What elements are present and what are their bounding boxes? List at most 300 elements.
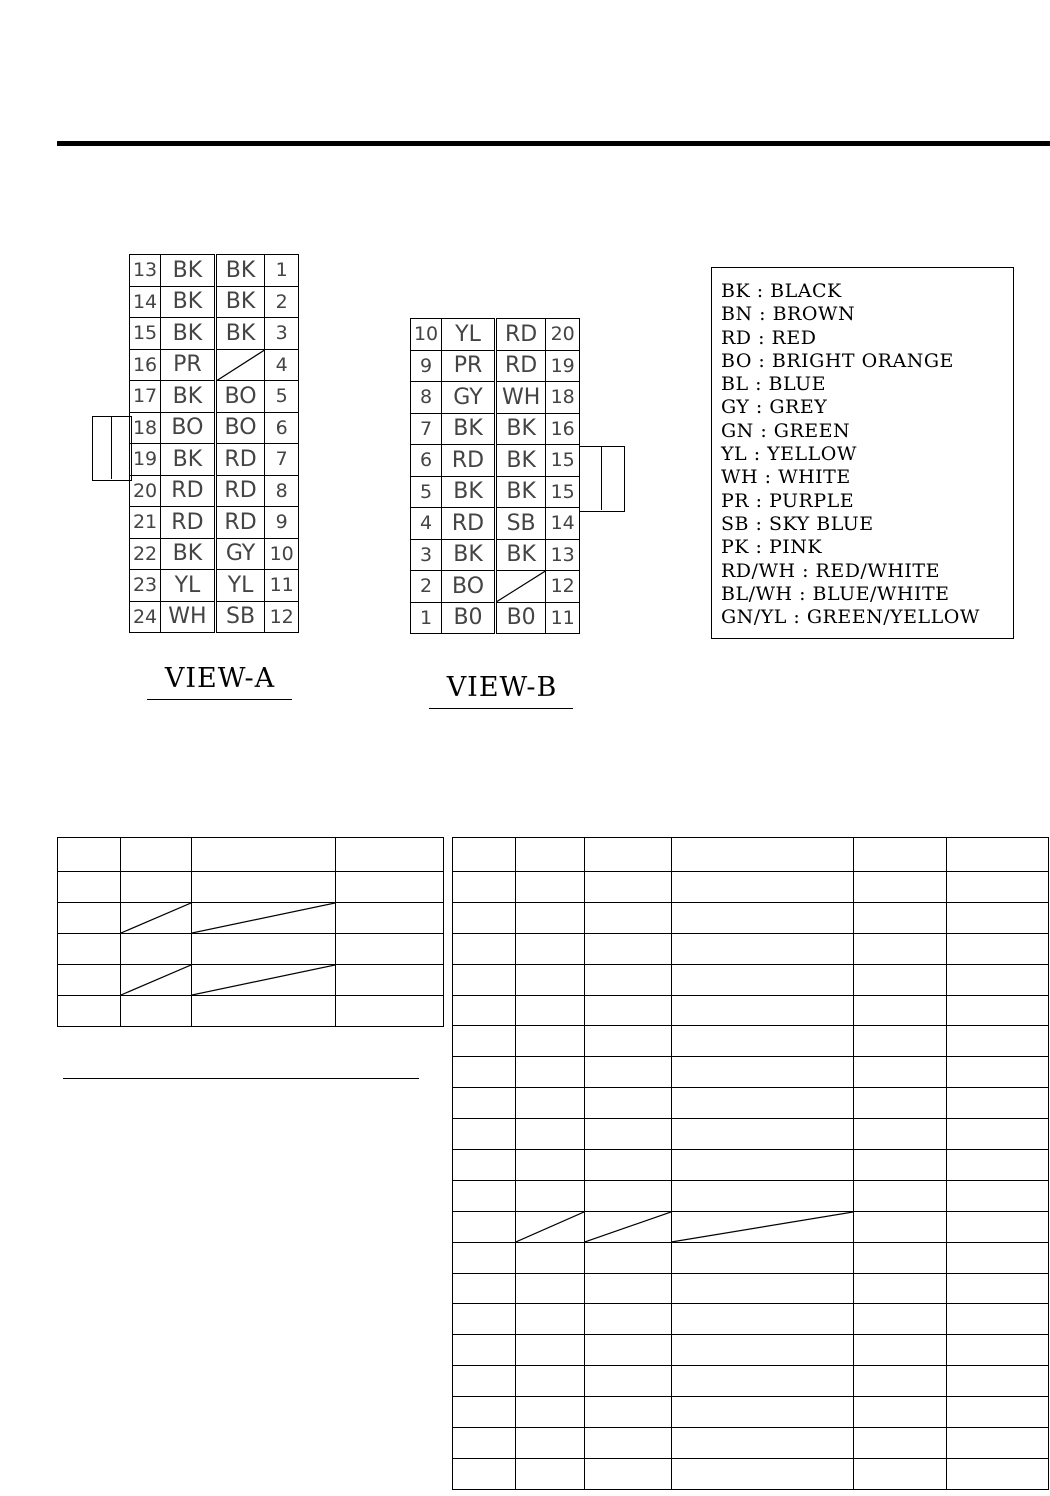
table-cell bbox=[672, 1057, 854, 1088]
table-cell bbox=[585, 1273, 672, 1304]
legend-item: BK : BLACK bbox=[721, 280, 842, 302]
table-cell bbox=[516, 964, 585, 995]
table-cell bbox=[121, 838, 192, 872]
table-cell bbox=[453, 1150, 516, 1181]
table-cell bbox=[854, 933, 947, 964]
pin-number: 12 bbox=[265, 601, 299, 633]
table-cell bbox=[516, 1026, 585, 1057]
table-row bbox=[58, 838, 444, 872]
wire-color: PR bbox=[161, 349, 216, 381]
table-cell bbox=[854, 872, 947, 903]
table-cell bbox=[585, 995, 672, 1026]
table-row bbox=[453, 902, 1049, 933]
table-cell bbox=[585, 1026, 672, 1057]
table-cell bbox=[672, 838, 854, 872]
table-cell bbox=[516, 1273, 585, 1304]
view-b-row bbox=[411, 476, 580, 508]
table-row bbox=[58, 996, 444, 1027]
wire-color: BK bbox=[161, 538, 216, 570]
view-b-underline bbox=[429, 708, 573, 709]
table-row bbox=[453, 1242, 1049, 1273]
wire-color: SB bbox=[215, 601, 265, 633]
view-b-row bbox=[411, 382, 580, 414]
table-cell bbox=[453, 1335, 516, 1366]
table-cell bbox=[672, 1242, 854, 1273]
wire-color: GY bbox=[215, 538, 265, 570]
pin-number: 2 bbox=[265, 286, 299, 318]
table-cell bbox=[854, 902, 947, 933]
table-cell bbox=[672, 1273, 854, 1304]
table-cell bbox=[672, 1458, 854, 1489]
pin-number: 17 bbox=[130, 381, 161, 413]
table-cell bbox=[516, 1150, 585, 1181]
unused-pin bbox=[215, 349, 265, 381]
wire-color: BK bbox=[215, 286, 265, 318]
table-cell bbox=[58, 934, 121, 965]
wire-color: BK bbox=[161, 286, 216, 318]
view-b-row bbox=[411, 602, 580, 634]
wire-color: RD bbox=[495, 319, 545, 351]
table-cell bbox=[947, 1119, 1049, 1150]
table-cell bbox=[453, 1088, 516, 1119]
table-cell bbox=[453, 1180, 516, 1211]
table-cell bbox=[947, 1150, 1049, 1181]
table-cell bbox=[516, 1088, 585, 1119]
view-b-row bbox=[411, 319, 580, 351]
pin-number: 6 bbox=[265, 412, 299, 444]
pin-number: 13 bbox=[130, 255, 161, 287]
table-cell bbox=[947, 1366, 1049, 1397]
table-cell bbox=[336, 903, 444, 934]
wire-color: YL bbox=[442, 319, 496, 351]
pin-number: 4 bbox=[411, 508, 442, 540]
table-cell bbox=[453, 1119, 516, 1150]
pin-number: 8 bbox=[265, 475, 299, 507]
table-cell bbox=[672, 1180, 854, 1211]
table-cell bbox=[585, 964, 672, 995]
table-cell bbox=[336, 872, 444, 903]
pin-number: 10 bbox=[265, 538, 299, 570]
table-row bbox=[453, 1366, 1049, 1397]
table-cell bbox=[336, 996, 444, 1027]
wire-color: BK bbox=[442, 413, 496, 445]
table-cell bbox=[672, 902, 854, 933]
pin-number: 18 bbox=[546, 382, 580, 414]
view-b-pin-table bbox=[410, 318, 580, 634]
table-cell bbox=[672, 995, 854, 1026]
table-cell bbox=[947, 1335, 1049, 1366]
table-cell bbox=[672, 1428, 854, 1459]
wire-color: BK bbox=[442, 476, 496, 508]
table-cell bbox=[585, 1428, 672, 1459]
table-row bbox=[453, 1119, 1049, 1150]
table-cell bbox=[947, 1242, 1049, 1273]
table-cell bbox=[336, 934, 444, 965]
table-cell bbox=[585, 1088, 672, 1119]
table-cell bbox=[947, 995, 1049, 1026]
table-cell bbox=[947, 1088, 1049, 1119]
legend-item: WH : WHITE bbox=[721, 466, 851, 489]
table-cell bbox=[947, 838, 1049, 872]
table-cell bbox=[585, 838, 672, 872]
table-cell bbox=[58, 996, 121, 1027]
wire-color: PR bbox=[442, 350, 496, 382]
table-cell bbox=[854, 838, 947, 872]
table-row bbox=[453, 933, 1049, 964]
legend-item: PR : PURPLE bbox=[721, 489, 855, 512]
pin-number: 1 bbox=[265, 255, 299, 287]
table-cell bbox=[585, 1304, 672, 1335]
view-a-latch-inner bbox=[92, 416, 112, 479]
wire-color: RD bbox=[161, 507, 216, 539]
wire-color: BK bbox=[495, 539, 545, 571]
view-a-row bbox=[130, 381, 299, 413]
table-cell bbox=[121, 872, 192, 903]
wire-color: BK bbox=[161, 444, 216, 476]
pin-number: 2 bbox=[411, 571, 442, 603]
table-cell bbox=[854, 1180, 947, 1211]
table-cell bbox=[585, 1211, 672, 1242]
table-cell bbox=[672, 1366, 854, 1397]
table-row bbox=[453, 1458, 1049, 1489]
table-cell bbox=[453, 1242, 516, 1273]
table-cell bbox=[854, 1458, 947, 1489]
legend-item: RD/WH : RED/WHITE bbox=[721, 559, 940, 582]
table-cell bbox=[585, 1119, 672, 1150]
table-cell bbox=[947, 1026, 1049, 1057]
view-a-row bbox=[130, 570, 299, 602]
table-cell bbox=[947, 902, 1049, 933]
pin-number: 3 bbox=[411, 539, 442, 571]
pin-number: 13 bbox=[546, 539, 580, 571]
table-cell bbox=[516, 1335, 585, 1366]
table-cell bbox=[854, 1088, 947, 1119]
pin-number: 22 bbox=[130, 538, 161, 570]
table-cell bbox=[585, 1397, 672, 1428]
pin-number: 3 bbox=[265, 318, 299, 350]
pin-number: 16 bbox=[130, 349, 161, 381]
table-cell bbox=[516, 1458, 585, 1489]
table-cell bbox=[947, 933, 1049, 964]
pin-number: 8 bbox=[411, 382, 442, 414]
table-cell bbox=[516, 1428, 585, 1459]
view-b-latch-inner bbox=[601, 446, 602, 510]
wire-color: BK bbox=[215, 318, 265, 350]
table-cell bbox=[585, 1242, 672, 1273]
left-table-underline bbox=[63, 1078, 419, 1079]
table-cell bbox=[585, 872, 672, 903]
pin-number: 24 bbox=[130, 601, 161, 633]
wire-color: BO bbox=[215, 412, 265, 444]
view-b-latch bbox=[579, 446, 625, 512]
wire-color: WH bbox=[495, 382, 545, 414]
table-row bbox=[453, 1273, 1049, 1304]
view-a-row bbox=[130, 475, 299, 507]
table-cell bbox=[121, 965, 192, 996]
wire-color: B0 bbox=[442, 602, 496, 634]
table-cell bbox=[854, 1026, 947, 1057]
wire-color: RD bbox=[215, 475, 265, 507]
table-cell bbox=[585, 1057, 672, 1088]
table-cell bbox=[947, 1180, 1049, 1211]
table-row bbox=[58, 872, 444, 903]
wire-color: BK bbox=[495, 445, 545, 477]
table-cell bbox=[58, 838, 121, 872]
table-row bbox=[453, 1304, 1049, 1335]
pin-number: 14 bbox=[130, 286, 161, 318]
unused-pin bbox=[495, 571, 545, 603]
right-pinout-table bbox=[452, 837, 1049, 1490]
table-cell bbox=[453, 1057, 516, 1088]
table-cell bbox=[58, 965, 121, 996]
table-cell bbox=[854, 1119, 947, 1150]
view-a-pin-table bbox=[129, 254, 299, 633]
table-cell bbox=[192, 903, 336, 934]
table-cell bbox=[58, 903, 121, 934]
table-cell bbox=[516, 838, 585, 872]
legend-item: RD : RED bbox=[721, 326, 817, 349]
pin-number: 10 bbox=[411, 319, 442, 351]
pin-number: 11 bbox=[265, 570, 299, 602]
pin-number: 6 bbox=[411, 445, 442, 477]
view-a-label: VIEW-A bbox=[164, 663, 276, 694]
table-cell bbox=[453, 1211, 516, 1242]
pin-number: 7 bbox=[265, 444, 299, 476]
pin-number: 1 bbox=[411, 602, 442, 634]
table-cell bbox=[854, 1428, 947, 1459]
table-row bbox=[453, 1057, 1049, 1088]
legend-item: GY : GREY bbox=[721, 396, 828, 419]
table-cell bbox=[121, 934, 192, 965]
table-row bbox=[453, 995, 1049, 1026]
legend-item: PK : PINK bbox=[721, 536, 823, 559]
wire-color: GY bbox=[442, 382, 496, 414]
pin-number: 15 bbox=[130, 318, 161, 350]
table-cell bbox=[947, 872, 1049, 903]
view-b-row bbox=[411, 445, 580, 477]
wire-color: SB bbox=[495, 508, 545, 540]
table-cell bbox=[854, 1211, 947, 1242]
table-cell bbox=[516, 1057, 585, 1088]
table-cell bbox=[672, 1397, 854, 1428]
view-a-row bbox=[130, 349, 299, 381]
pin-number: 15 bbox=[546, 445, 580, 477]
table-cell bbox=[453, 902, 516, 933]
table-row bbox=[453, 1397, 1049, 1428]
view-a-row bbox=[130, 412, 299, 444]
table-row bbox=[453, 1428, 1049, 1459]
table-cell bbox=[854, 1273, 947, 1304]
table-cell bbox=[854, 1242, 947, 1273]
table-cell bbox=[672, 1119, 854, 1150]
table-cell bbox=[516, 1242, 585, 1273]
view-a-underline bbox=[147, 699, 292, 700]
table-cell bbox=[453, 995, 516, 1026]
table-row bbox=[453, 838, 1049, 872]
legend-item: GN/YL : GREEN/YELLOW bbox=[721, 606, 980, 629]
table-cell bbox=[585, 1150, 672, 1181]
pin-number: 20 bbox=[130, 475, 161, 507]
table-row bbox=[453, 1335, 1049, 1366]
wire-color: BO bbox=[161, 412, 216, 444]
table-cell bbox=[585, 933, 672, 964]
view-a-row bbox=[130, 601, 299, 633]
table-cell bbox=[516, 1119, 585, 1150]
table-cell bbox=[947, 1397, 1049, 1428]
legend-item: BL/WH : BLUE/WHITE bbox=[721, 582, 950, 605]
wire-color: YL bbox=[161, 570, 216, 602]
pin-number: 16 bbox=[546, 413, 580, 445]
pin-number: 7 bbox=[411, 413, 442, 445]
pin-number: 9 bbox=[265, 507, 299, 539]
table-cell bbox=[672, 964, 854, 995]
legend-item: BL : BLUE bbox=[721, 373, 826, 396]
table-row bbox=[453, 1180, 1049, 1211]
pin-number: 20 bbox=[546, 319, 580, 351]
wire-color: BK bbox=[161, 255, 216, 287]
table-cell bbox=[453, 1366, 516, 1397]
table-cell bbox=[516, 1304, 585, 1335]
table-row bbox=[58, 965, 444, 996]
wire-color: WH bbox=[161, 601, 216, 633]
legend-item: BN : BROWN bbox=[721, 303, 856, 326]
table-cell bbox=[585, 1458, 672, 1489]
view-a-row bbox=[130, 318, 299, 350]
table-row bbox=[453, 964, 1049, 995]
table-cell bbox=[516, 872, 585, 903]
legend-item: SB : SKY BLUE bbox=[721, 512, 874, 535]
wire-color: BK bbox=[442, 539, 496, 571]
pin-number: 18 bbox=[130, 412, 161, 444]
table-row bbox=[453, 1088, 1049, 1119]
view-b-row bbox=[411, 350, 580, 382]
table-row bbox=[453, 1150, 1049, 1181]
table-cell bbox=[453, 1458, 516, 1489]
table-row bbox=[58, 934, 444, 965]
view-a-row bbox=[130, 444, 299, 476]
legend-item: BO : BRIGHT ORANGE bbox=[721, 349, 954, 372]
wire-color: BK bbox=[215, 255, 265, 287]
table-row bbox=[453, 872, 1049, 903]
table-cell bbox=[947, 1057, 1049, 1088]
view-a-row bbox=[130, 538, 299, 570]
wire-color: RD bbox=[495, 350, 545, 382]
table-cell bbox=[854, 1335, 947, 1366]
table-cell bbox=[585, 1180, 672, 1211]
table-cell bbox=[672, 1150, 854, 1181]
wire-color: RD bbox=[215, 507, 265, 539]
table-cell bbox=[854, 1150, 947, 1181]
pin-number: 14 bbox=[546, 508, 580, 540]
color-code-legend bbox=[711, 267, 1014, 639]
table-row bbox=[453, 1026, 1049, 1057]
table-cell bbox=[947, 1211, 1049, 1242]
wire-color: RD bbox=[442, 508, 496, 540]
table-cell bbox=[672, 933, 854, 964]
pin-number: 5 bbox=[265, 381, 299, 413]
table-cell bbox=[121, 903, 192, 934]
table-cell bbox=[672, 1211, 854, 1242]
table-cell bbox=[947, 1458, 1049, 1489]
wire-color: BO bbox=[215, 381, 265, 413]
table-cell bbox=[192, 996, 336, 1027]
wire-color: RD bbox=[215, 444, 265, 476]
view-a-row bbox=[130, 255, 299, 287]
table-cell bbox=[336, 838, 444, 872]
table-cell bbox=[121, 996, 192, 1027]
wire-color: RD bbox=[442, 445, 496, 477]
table-cell bbox=[516, 995, 585, 1026]
table-cell bbox=[192, 934, 336, 965]
pin-number: 21 bbox=[130, 507, 161, 539]
table-cell bbox=[947, 1304, 1049, 1335]
table-cell bbox=[672, 1304, 854, 1335]
table-cell bbox=[585, 1366, 672, 1397]
table-cell bbox=[516, 1180, 585, 1211]
table-cell bbox=[947, 1428, 1049, 1459]
wire-color: BK bbox=[495, 476, 545, 508]
table-cell bbox=[453, 1026, 516, 1057]
view-b-label: VIEW-B bbox=[446, 672, 558, 703]
table-cell bbox=[854, 1366, 947, 1397]
left-pinout-table bbox=[57, 837, 444, 1027]
table-cell bbox=[672, 1026, 854, 1057]
table-cell bbox=[854, 995, 947, 1026]
wire-color: BO bbox=[442, 571, 496, 603]
view-a-row bbox=[130, 507, 299, 539]
table-cell bbox=[453, 1397, 516, 1428]
table-cell bbox=[947, 1273, 1049, 1304]
table-cell bbox=[854, 964, 947, 995]
table-cell bbox=[453, 838, 516, 872]
table-cell bbox=[585, 1335, 672, 1366]
table-cell bbox=[516, 933, 585, 964]
table-cell bbox=[516, 1397, 585, 1428]
header-rule bbox=[57, 141, 1050, 146]
view-a-row bbox=[130, 286, 299, 318]
wire-color: BK bbox=[161, 318, 216, 350]
table-cell bbox=[854, 1057, 947, 1088]
table-cell bbox=[672, 1088, 854, 1119]
table-cell bbox=[453, 1428, 516, 1459]
table-row bbox=[58, 903, 444, 934]
view-b-row bbox=[411, 539, 580, 571]
table-cell bbox=[854, 1397, 947, 1428]
pin-number: 12 bbox=[546, 571, 580, 603]
view-b-row bbox=[411, 571, 580, 603]
table-cell bbox=[453, 1304, 516, 1335]
table-cell bbox=[516, 902, 585, 933]
table-row bbox=[453, 1211, 1049, 1242]
pin-number: 23 bbox=[130, 570, 161, 602]
table-cell bbox=[192, 838, 336, 872]
pin-number: 9 bbox=[411, 350, 442, 382]
legend-item: GN : GREEN bbox=[721, 419, 851, 442]
wire-color: B0 bbox=[495, 602, 545, 634]
pin-number: 5 bbox=[411, 476, 442, 508]
wire-color: RD bbox=[161, 475, 216, 507]
table-cell bbox=[453, 933, 516, 964]
table-cell bbox=[336, 965, 444, 996]
wire-color: BK bbox=[161, 381, 216, 413]
table-cell bbox=[453, 872, 516, 903]
table-cell bbox=[453, 964, 516, 995]
wire-color: YL bbox=[215, 570, 265, 602]
table-cell bbox=[854, 1304, 947, 1335]
view-b-row bbox=[411, 508, 580, 540]
pin-number: 19 bbox=[546, 350, 580, 382]
pin-number: 4 bbox=[265, 349, 299, 381]
